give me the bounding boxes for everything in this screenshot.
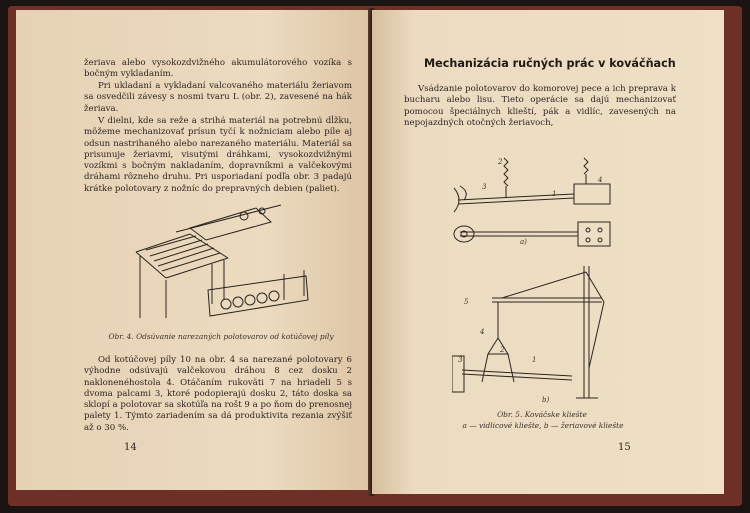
figure-5-caption-detail: a — vidlicové kliešte, b — žeriavové kliešte [462, 421, 624, 430]
fig-label-b: b) [542, 396, 550, 404]
page-number-right: 15 [618, 442, 631, 453]
figure-5-caption-title: Obr. 5. Kováčske kliešte [497, 410, 587, 419]
fig-label-2b: 2 [500, 346, 505, 354]
fig-label-5: 5 [464, 298, 469, 306]
fig-label-1: 1 [552, 190, 557, 198]
fork-tongs-illustration [444, 148, 624, 254]
fig-label-a: a) [520, 238, 527, 246]
left-page [16, 10, 372, 490]
left-paragraph-2: Pri ukladaní a vykladaní valcovaného materiálu žeriavom sa osvedčili závesy s nosmi tvaru L (obr. 2), zavesené na hák žeriava. [84, 81, 352, 114]
section-heading: Mechanizácia ručných prác v kováčňach [424, 57, 676, 70]
right-page [372, 10, 724, 494]
fig-label-2: 2 [498, 158, 503, 166]
figure-4-caption: Obr. 4. Odsúvanie narezaných polotovarov od kotúčovej píly [108, 332, 334, 341]
saw-table-illustration [116, 200, 316, 330]
left-paragraph-1: žeriava alebo vysokozdvižného akumulátorového vozíka s bočným vykladaním. [84, 58, 352, 80]
fig-label-3b: 3 [458, 356, 463, 364]
fig-label-3: 3 [482, 183, 487, 191]
fig-label-1b: 1 [532, 356, 537, 364]
fig-label-4b: 4 [480, 328, 485, 336]
left-paragraph-4: Od kotúčovej píly 10 na obr. 4 sa narezané polotovary 6 výhodne odsúvajú valčekovou dráhou 8 cez dosku 2 naklonenéhostola 4. Otáčaním rukoväti 7 na hriadeli 5 s dvoma palcami 3, ktoré podopierajú dosku 2, táto doska sa sklopí a polotovar sa skotúľa na rošt 9 a po ňom do prenosnej palety 1. Týmto zariadením sa dá produktivita rezania zvýšiť až o 30 %. [84, 355, 352, 433]
fig-label-4: 4 [598, 176, 603, 184]
crane-tongs-illustration [452, 258, 622, 408]
right-paragraph: Vsádzanie polotovarov do komorovej pece a ich preprava k bucharu alebo lisu. Tieto operácie sa dajú mechanizovať pomocou špeciálnych klieští, pák a vidlíc, zavesených na nepojazdných otočných žeriavoch, [404, 84, 676, 128]
left-paragraph-3: V dielni, kde sa reže a strihá materiál na potrebnú dĺžku, môžeme mechanizovať prísun tyčí k nožniciam alebo píle aj odsun nastrihaného alebo narezaného materiálu. Materiál sa prisunuje žeriavmi, visutými dráhkami, vysokozdvižnými vozíkmi s bočným nakladaním, dopravníkmi a valčekovými dráhami rôzneho druhu. Pri usporiadaní podľa obr. 3 padajú krátke polotovary z nožníc do prepravných debien (paliet). [84, 116, 352, 194]
page-number-left: 14 [124, 442, 137, 453]
